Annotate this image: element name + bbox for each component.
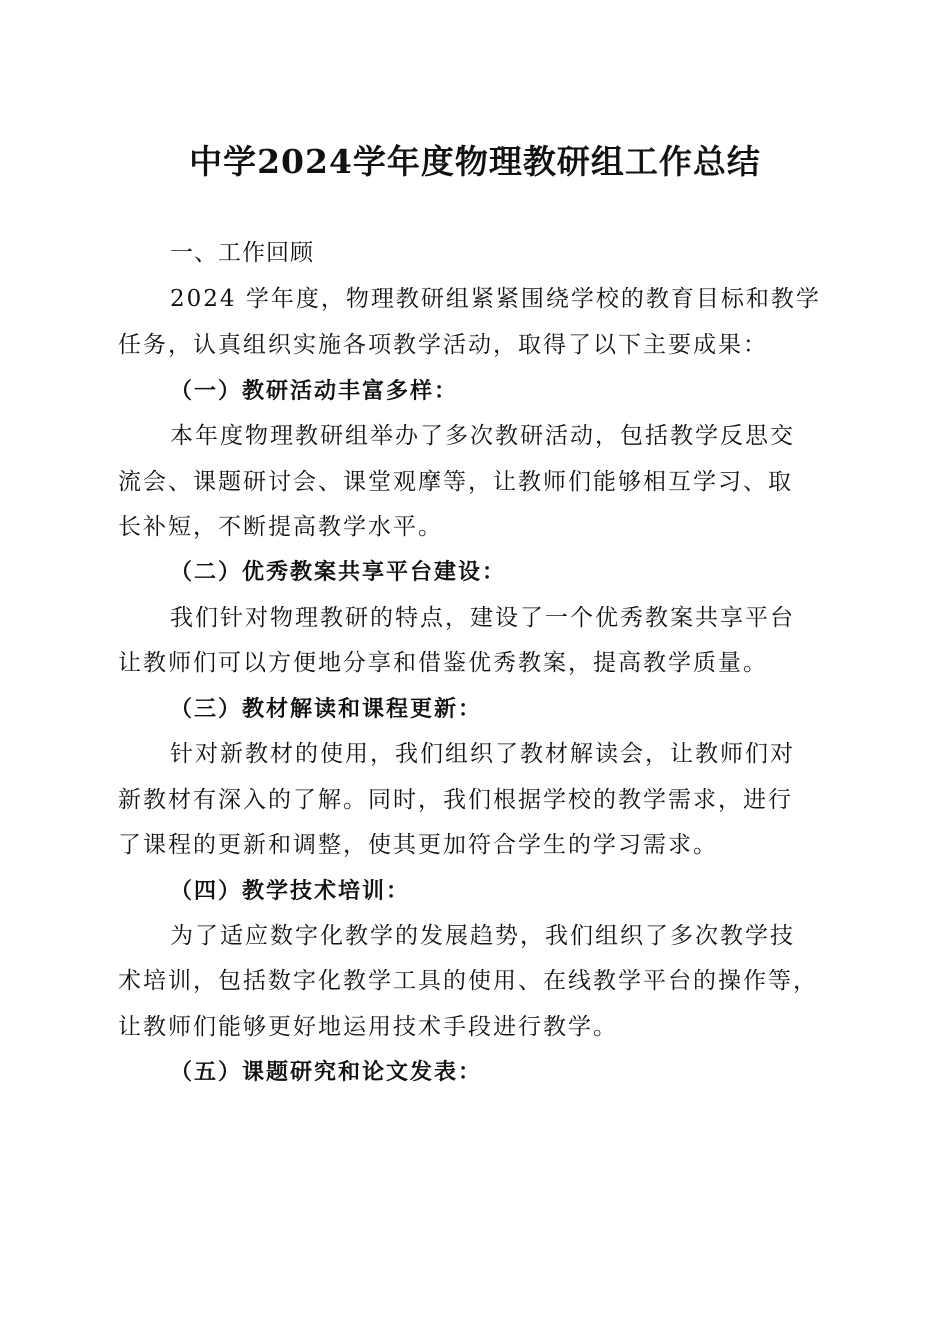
sub3-line-1: 针对新教材的使用，我们组织了教材解读会，让教师们对 xyxy=(170,741,795,767)
subheading-research-activities: （一）教研活动丰富多样： xyxy=(170,378,459,404)
subheading-textbook-curriculum: （三）教材解读和课程更新： xyxy=(170,696,483,722)
subheading-lesson-sharing: （二）优秀教案共享平台建设： xyxy=(170,559,507,585)
sub3-line-2: 新教材有深入的了解。同时，我们根据学校的教学需求，进行 xyxy=(118,787,793,813)
section-heading-review: 一、工作回顾 xyxy=(170,240,314,266)
intro-line-2: 任务，认真组织实施各项教学活动，取得了以下主要成果： xyxy=(118,332,768,358)
document-title: 中学2024学年度物理教研组工作总结 xyxy=(189,142,761,181)
sub4-line-1: 为了适应数字化教学的发展趋势，我们组织了多次教学技 xyxy=(170,923,795,949)
sub3-line-3: 了课程的更新和调整，使其更加符合学生的学习需求。 xyxy=(118,832,718,858)
sub1-line-2: 流会、课题研讨会、课堂观摩等，让教师们能够相互学习、取 xyxy=(118,469,793,495)
subheading-research-papers: （五）课题研究和论文发表： xyxy=(170,1059,483,1085)
sub1-line-1: 本年度物理教研组举办了多次教研活动，包括教学反思交 xyxy=(170,423,795,449)
sub1-line-3: 长补短，不断提高教学水平。 xyxy=(118,514,443,540)
intro-line-1: 2024 学年度，物理教研组紧紧围绕学校的教育目标和教学 xyxy=(170,286,821,312)
sub4-line-3: 让教师们能够更好地运用技术手段进行教学。 xyxy=(118,1014,618,1040)
sub2-line-2: 让教师们可以方便地分享和借鉴优秀教案，提高教学质量。 xyxy=(118,650,768,676)
subheading-tech-training: （四）教学技术培训： xyxy=(170,878,411,904)
sub2-line-1: 我们针对物理教研的特点，建设了一个优秀教案共享平台 xyxy=(170,605,795,631)
sub4-line-2: 术培训，包括数字化教学工具的使用、在线教学平台的操作等， xyxy=(118,968,818,994)
